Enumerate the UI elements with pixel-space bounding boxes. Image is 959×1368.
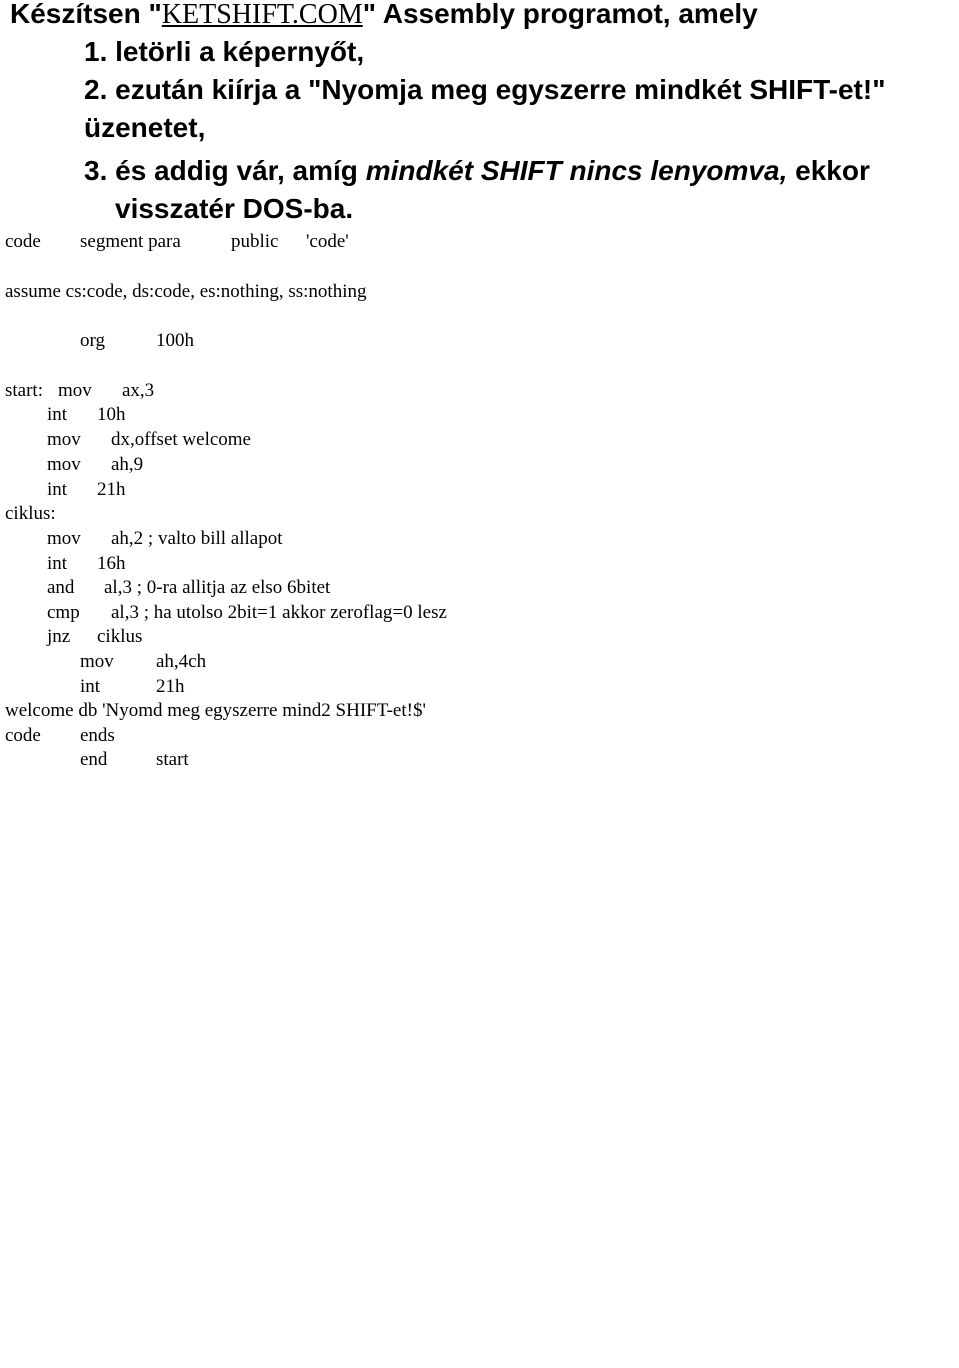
- int-21h-exit-op: int: [80, 676, 101, 697]
- step-3-italic: mindkét SHIFT nincs lenyomva,: [365, 155, 788, 186]
- mov-ah9-args: ah,9: [111, 454, 144, 475]
- int-21h-exit-args: 21h: [156, 676, 185, 697]
- mov-4ch-op: mov: [80, 651, 114, 672]
- program-name: KETSHIFT.COM: [161, 0, 363, 30]
- mov-ah2-op: mov: [47, 528, 81, 549]
- org-value: 100h: [156, 330, 194, 351]
- mov-ah9-op: mov: [47, 454, 81, 475]
- segment-label: code: [5, 231, 41, 252]
- segment-keyword: segment para: [80, 231, 181, 252]
- int-10h-args: 10h: [97, 404, 126, 425]
- mov-4ch-args: ah,4ch: [156, 651, 207, 672]
- segment-class: 'code': [306, 231, 349, 252]
- step-3-suffix: ekkor: [787, 155, 870, 186]
- start-args: ax,3: [122, 380, 155, 401]
- int-16h-op: int: [47, 553, 68, 574]
- cmp-op: cmp: [47, 602, 80, 623]
- start-label: start:: [5, 380, 43, 401]
- ends-keyword: ends: [80, 725, 115, 746]
- task-step-1: 1. letörli a képernyőt,: [84, 36, 365, 67]
- task-title: [10, 0, 758, 34]
- cmp-args: al,3 ; ha utolso 2bit=1 akkor zeroflag=0 lesz: [111, 602, 447, 623]
- start-op: mov: [58, 380, 92, 401]
- mov-dx-args: dx,offset welcome: [111, 429, 251, 450]
- and-op: and: [47, 577, 75, 598]
- welcome-line: welcome db 'Nyomd meg egyszerre mind2 SHIFT-et!$': [5, 700, 426, 721]
- task-step-2-continued: üzenetet,: [84, 112, 206, 143]
- mov-dx-op: mov: [47, 429, 81, 450]
- task-step-2: 2. ezután kiírja a "Nyomja meg egyszerre mindkét SHIFT-et!": [84, 74, 886, 105]
- title-suffix: " Assembly programot, amely: [362, 0, 758, 29]
- end-args: start: [156, 749, 189, 770]
- segment-public: public: [231, 231, 279, 252]
- int-21h-op: int: [47, 479, 68, 500]
- jnz-args: ciklus: [97, 626, 143, 647]
- end-keyword: end: [80, 749, 108, 770]
- int-16h-args: 16h: [97, 553, 126, 574]
- task-step-3: [84, 152, 870, 190]
- step-3-prefix: 3. és addig vár, amíg: [84, 155, 366, 186]
- assume-line: assume cs:code, ds:code, es:nothing, ss:nothing: [5, 281, 367, 302]
- int-10h-op: int: [47, 404, 68, 425]
- ciklus-label: ciklus:: [5, 503, 56, 524]
- and-args: al,3 ; 0-ra allitja az elso 6bitet: [104, 577, 331, 598]
- task-step-3-continued: visszatér DOS-ba.: [115, 193, 354, 224]
- int-21h-args: 21h: [97, 479, 126, 500]
- mov-ah2-args: ah,2 ; valto bill allapot: [111, 528, 283, 549]
- title-prefix: Készítsen ": [10, 0, 162, 29]
- ends-label: code: [5, 725, 41, 746]
- org-keyword: org: [80, 330, 105, 351]
- jnz-op: jnz: [47, 626, 71, 647]
